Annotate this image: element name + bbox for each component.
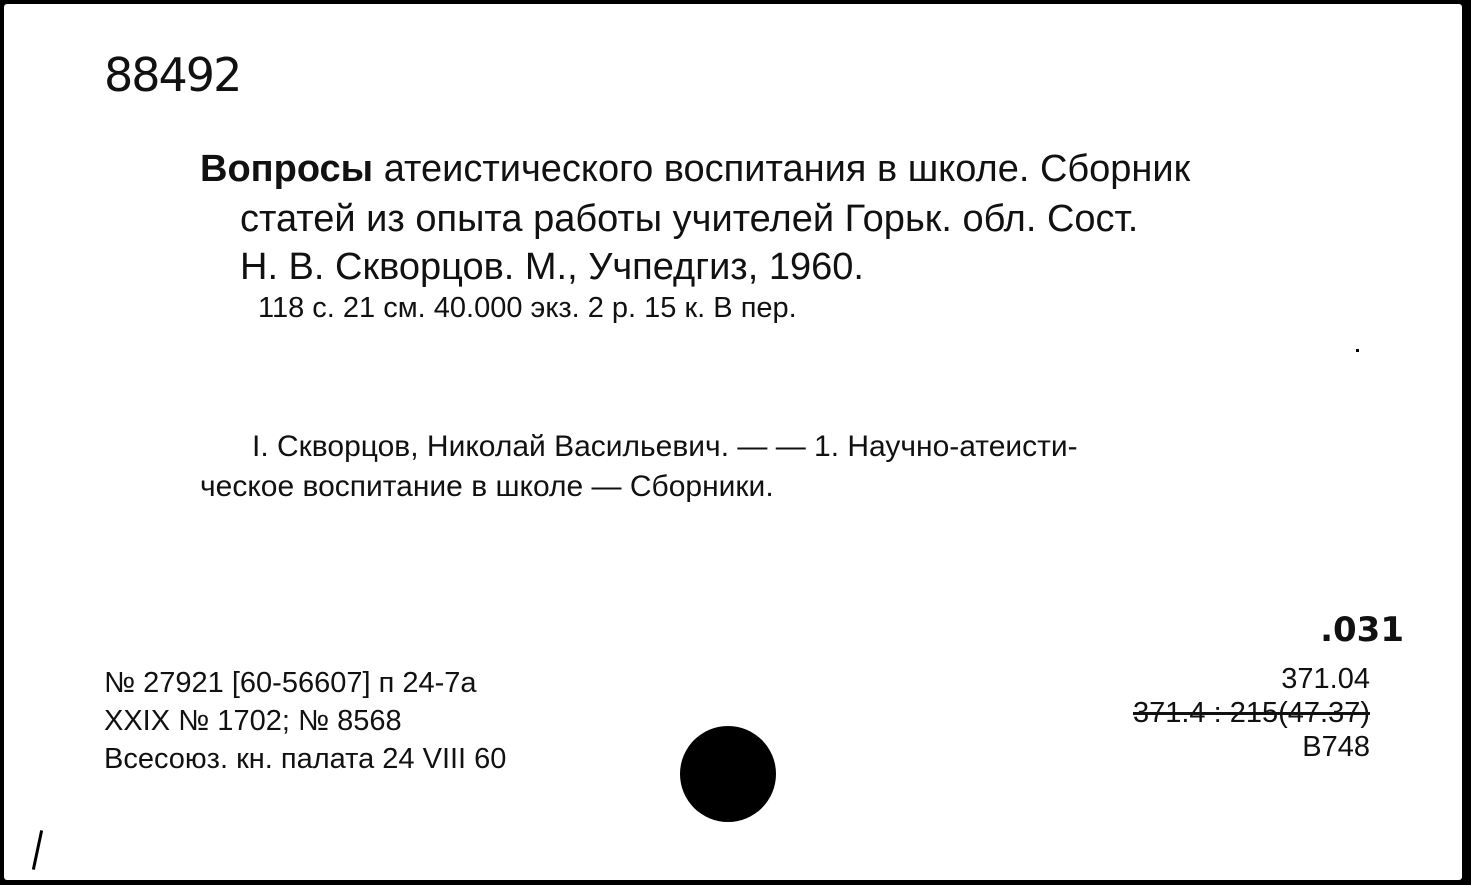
handwritten-classification: .031 (1320, 610, 1404, 650)
classification-block (1133, 662, 1370, 764)
class-code: 371.04 (1281, 663, 1370, 695)
handwritten-inventory-number: 88492 (104, 48, 241, 102)
punch-hole (680, 726, 776, 822)
imprint-line: Н. В. Скворцов. М., Учпедгиз, 1960. (240, 246, 864, 288)
registration-block (104, 664, 506, 778)
author-mark: В748 (1302, 731, 1370, 763)
title-rest: атеистического воспитания в школе. Сборник (383, 148, 1191, 190)
subject-heading-line-1: I. Скворцов, Николай Васильевич. — — 1. Научно-атеисти- (252, 430, 1078, 463)
record-line-1: № 27921 [60-56607] п 24-7а (104, 667, 477, 699)
speck-mark (1356, 349, 1359, 352)
subject-heading-line-2: ческое воспитание в школе — Сборники. (200, 470, 774, 503)
record-line-3: Всесоюз. кн. палата 24 VIII 60 (104, 743, 507, 775)
struck-class-code: 371.4 : 215(47.37) (1132, 697, 1370, 729)
physical-description: 118 с. 21 см. 40.000 экз. 2 р. 15 к. В пер. (258, 292, 797, 324)
catalog-card (4, 4, 1462, 880)
title-bold: Вопросы (200, 148, 374, 190)
pencil-mark (32, 830, 43, 870)
title-line-1 (200, 148, 1190, 191)
title-line-2: статей из опыта работы учителей Горьк. обл. Сост. (240, 198, 1139, 240)
record-line-2: XXIX № 1702; № 8568 (104, 705, 402, 737)
